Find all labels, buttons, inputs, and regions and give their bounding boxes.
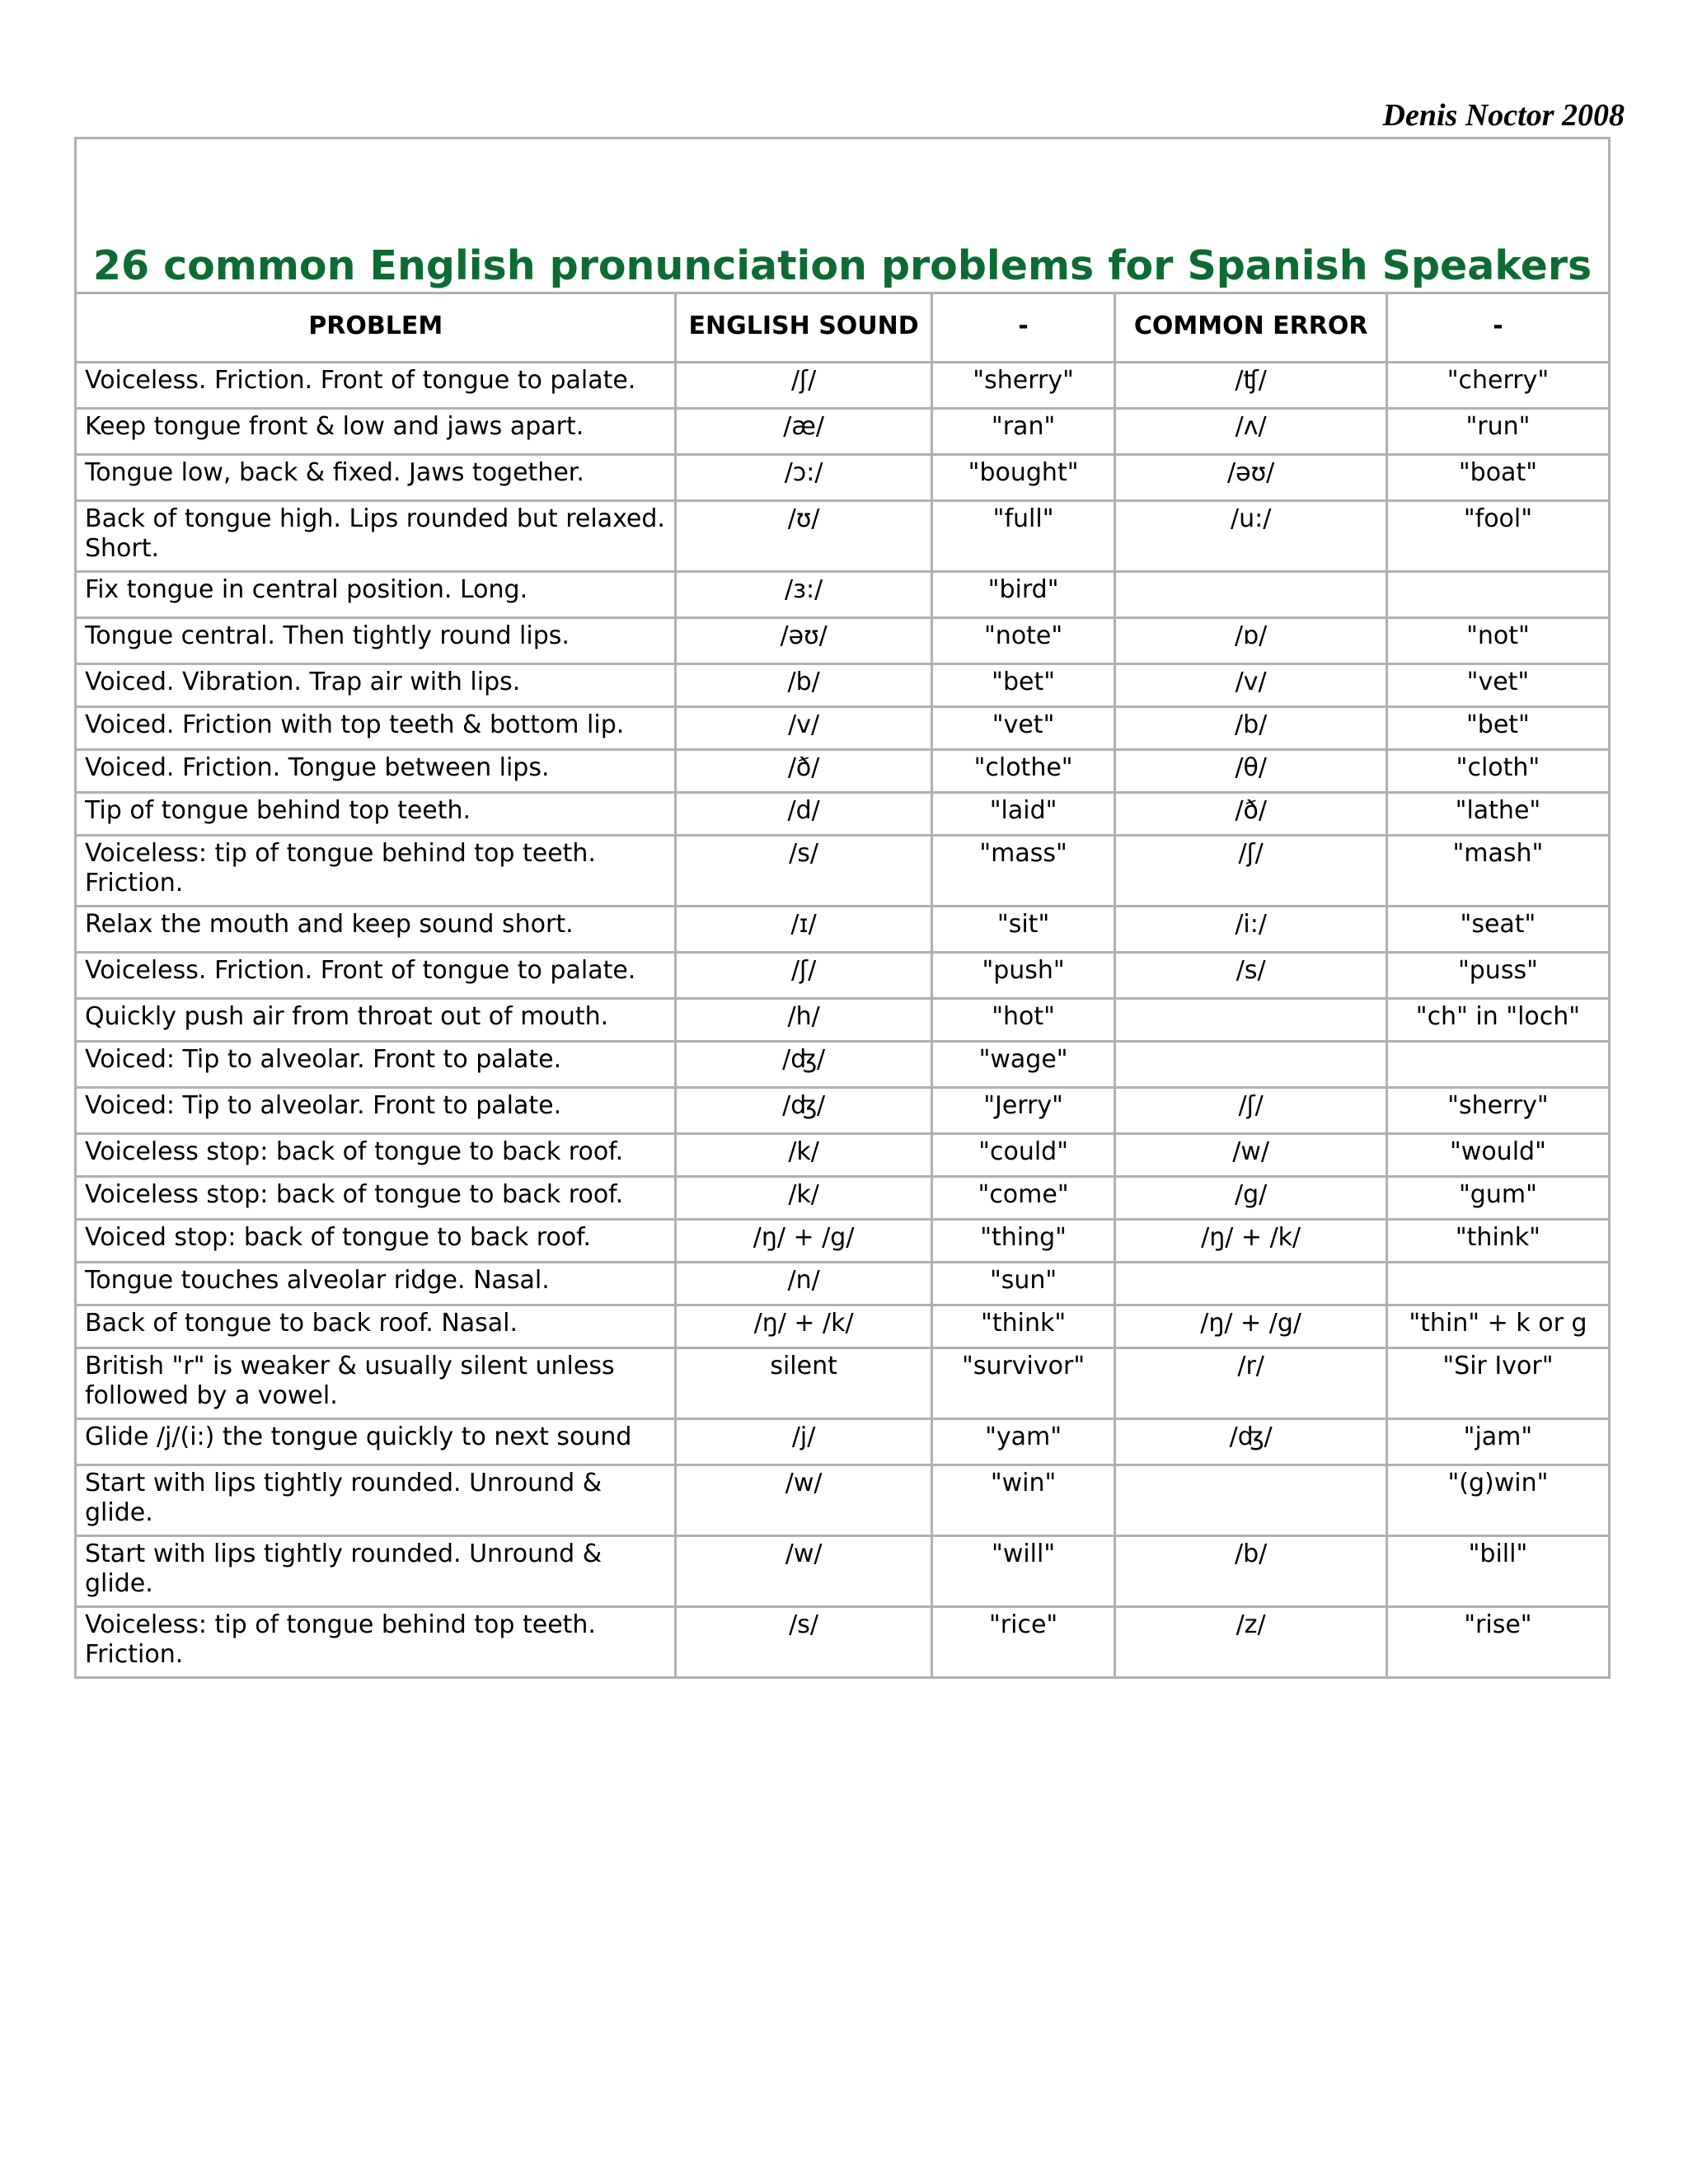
problem-cell: Back of tongue to back roof. Nasal. <box>76 1305 676 1348</box>
problem-cell: Voiceless. Friction. Front of tongue to palate. <box>76 953 676 999</box>
problem-cell: Voiced. Friction with top teeth & bottom lip. <box>76 707 676 750</box>
table-row <box>76 455 1610 501</box>
example-word-cell: "wage" <box>931 1042 1115 1088</box>
example-word-cell: "mass" <box>931 836 1115 907</box>
problem-cell: Start with lips tightly rounded. Unround & glide. <box>76 1536 676 1607</box>
common-error-cell: /s/ <box>1115 953 1386 999</box>
problem-cell: Keep tongue front & low and jaws apart. <box>76 409 676 455</box>
example-word-cell: "ran" <box>931 409 1115 455</box>
table-row <box>76 707 1610 750</box>
english-sound-cell: /ŋ/ + /k/ <box>676 1305 931 1348</box>
error-word-cell: "(g)win" <box>1386 1465 1609 1536</box>
error-word-cell: "thin" + k or g <box>1386 1305 1609 1348</box>
common-error-cell: /ʃ/ <box>1115 836 1386 907</box>
problem-cell: Voiceless: tip of tongue behind top teeth. Friction. <box>76 836 676 907</box>
table-row <box>76 1088 1610 1134</box>
error-word-cell <box>1386 1042 1609 1088</box>
example-word-cell: "rice" <box>931 1607 1115 1678</box>
problem-cell: Back of tongue high. Lips rounded but relaxed. Short. <box>76 501 676 572</box>
common-error-cell: /w/ <box>1115 1134 1386 1177</box>
example-word-cell: "could" <box>931 1134 1115 1177</box>
error-word-cell: "not" <box>1386 618 1609 664</box>
common-error-cell: /ŋ/ + /g/ <box>1115 1305 1386 1348</box>
error-word-cell <box>1386 1263 1609 1305</box>
example-word-cell: "thing" <box>931 1220 1115 1263</box>
error-word-cell: "fool" <box>1386 501 1609 572</box>
error-word-cell: "cloth" <box>1386 750 1609 793</box>
problem-cell: Voiced stop: back of tongue to back roof. <box>76 1220 676 1263</box>
table-row <box>76 1263 1610 1305</box>
common-error-cell <box>1115 1042 1386 1088</box>
header-common-error: COMMON ERROR <box>1115 293 1386 363</box>
problem-cell: Tongue central. Then tightly round lips. <box>76 618 676 664</box>
example-word-cell: "yam" <box>931 1419 1115 1465</box>
table-header-row <box>76 293 1610 363</box>
english-sound-cell: /j/ <box>676 1419 931 1465</box>
error-word-cell: "bet" <box>1386 707 1609 750</box>
table-body <box>76 363 1610 1678</box>
header-dash: - <box>931 293 1115 363</box>
problem-cell: British "r" is weaker & usually silent unless followed by a vowel. <box>76 1348 676 1419</box>
example-word-cell: "sun" <box>931 1263 1115 1305</box>
problem-cell: Voiced. Friction. Tongue between lips. <box>76 750 676 793</box>
problem-cell: Voiced: Tip to alveolar. Front to palate. <box>76 1088 676 1134</box>
english-sound-cell: /ʤ/ <box>676 1088 931 1134</box>
english-sound-cell: /ɔ:/ <box>676 455 931 501</box>
english-sound-cell: /w/ <box>676 1465 931 1536</box>
error-word-cell: "run" <box>1386 409 1609 455</box>
common-error-cell: /r/ <box>1115 1348 1386 1419</box>
english-sound-cell: /ʃ/ <box>676 953 931 999</box>
problem-cell: Voiced. Vibration. Trap air with lips. <box>76 664 676 707</box>
header-dash: - <box>1386 293 1609 363</box>
example-word-cell: "full" <box>931 501 1115 572</box>
error-word-cell: "jam" <box>1386 1419 1609 1465</box>
example-word-cell: "Jerry" <box>931 1088 1115 1134</box>
english-sound-cell: /v/ <box>676 707 931 750</box>
table-row <box>76 750 1610 793</box>
problem-cell: Start with lips tightly rounded. Unround & glide. <box>76 1465 676 1536</box>
common-error-cell: /u:/ <box>1115 501 1386 572</box>
error-word-cell: "mash" <box>1386 836 1609 907</box>
english-sound-cell: /k/ <box>676 1177 931 1220</box>
common-error-cell: /ʧ/ <box>1115 363 1386 409</box>
english-sound-cell: /k/ <box>676 1134 931 1177</box>
header-english-sound: ENGLISH SOUND <box>676 293 931 363</box>
example-word-cell: "survivor" <box>931 1348 1115 1419</box>
error-word-cell: "ch" in "loch" <box>1386 999 1609 1042</box>
table-row <box>76 1536 1610 1607</box>
example-word-cell: "laid" <box>931 793 1115 836</box>
common-error-cell: /ʌ/ <box>1115 409 1386 455</box>
problem-cell: Voiceless stop: back of tongue to back roof. <box>76 1177 676 1220</box>
common-error-cell: /θ/ <box>1115 750 1386 793</box>
common-error-cell <box>1115 1465 1386 1536</box>
error-word-cell: "puss" <box>1386 953 1609 999</box>
error-word-cell: "bill" <box>1386 1536 1609 1607</box>
problem-cell: Tongue low, back & fixed. Jaws together. <box>76 455 676 501</box>
table-row <box>76 836 1610 907</box>
example-word-cell: "bet" <box>931 664 1115 707</box>
error-word-cell: "lathe" <box>1386 793 1609 836</box>
english-sound-cell: /n/ <box>676 1263 931 1305</box>
error-word-cell: "seat" <box>1386 907 1609 953</box>
common-error-cell: /ɒ/ <box>1115 618 1386 664</box>
table-row <box>76 363 1610 409</box>
common-error-cell <box>1115 572 1386 618</box>
error-word-cell: "sherry" <box>1386 1088 1609 1134</box>
author-credit: Denis Noctor 2008 <box>1382 98 1625 133</box>
error-word-cell: "think" <box>1386 1220 1609 1263</box>
pronunciation-table <box>74 137 1611 1679</box>
example-word-cell: "come" <box>931 1177 1115 1220</box>
english-sound-cell: /ð/ <box>676 750 931 793</box>
english-sound-cell: /b/ <box>676 664 931 707</box>
table-row <box>76 1419 1610 1465</box>
table-row <box>76 1177 1610 1220</box>
english-sound-cell: /ŋ/ + /g/ <box>676 1220 931 1263</box>
example-word-cell: "think" <box>931 1305 1115 1348</box>
header-problem: PROBLEM <box>76 293 676 363</box>
problem-cell: Fix tongue in central position. Long. <box>76 572 676 618</box>
table-row <box>76 618 1610 664</box>
table-row <box>76 1305 1610 1348</box>
page-title: 26 common English pronunciation problems for Spanish Speakers <box>76 138 1610 293</box>
table-row <box>76 907 1610 953</box>
table-row <box>76 409 1610 455</box>
problem-cell: Voiceless stop: back of tongue to back roof. <box>76 1134 676 1177</box>
error-word-cell: "Sir Ivor" <box>1386 1348 1609 1419</box>
english-sound-cell: /w/ <box>676 1536 931 1607</box>
error-word-cell <box>1386 572 1609 618</box>
error-word-cell: "would" <box>1386 1134 1609 1177</box>
error-word-cell: "cherry" <box>1386 363 1609 409</box>
common-error-cell: /ð/ <box>1115 793 1386 836</box>
table-row <box>76 1134 1610 1177</box>
example-word-cell: "bought" <box>931 455 1115 501</box>
english-sound-cell: /ʤ/ <box>676 1042 931 1088</box>
example-word-cell: "push" <box>931 953 1115 999</box>
example-word-cell: "will" <box>931 1536 1115 1607</box>
example-word-cell: "win" <box>931 1465 1115 1536</box>
example-word-cell: "hot" <box>931 999 1115 1042</box>
table-row <box>76 1607 1610 1678</box>
table-row <box>76 793 1610 836</box>
english-sound-cell: /s/ <box>676 1607 931 1678</box>
common-error-cell: /ʃ/ <box>1115 1088 1386 1134</box>
english-sound-cell: /ʃ/ <box>676 363 931 409</box>
problem-cell: Voiced: Tip to alveolar. Front to palate. <box>76 1042 676 1088</box>
table-row <box>76 1220 1610 1263</box>
error-word-cell: "rise" <box>1386 1607 1609 1678</box>
problem-cell: Tongue touches alveolar ridge. Nasal. <box>76 1263 676 1305</box>
example-word-cell: "vet" <box>931 707 1115 750</box>
common-error-cell: /g/ <box>1115 1177 1386 1220</box>
problem-cell: Tip of tongue behind top teeth. <box>76 793 676 836</box>
common-error-cell: /əʊ/ <box>1115 455 1386 501</box>
pronunciation-sheet <box>74 137 1611 1679</box>
problem-cell: Voiceless: tip of tongue behind top teeth. Friction. <box>76 1607 676 1678</box>
problem-cell: Glide /j/(i:) the tongue quickly to next sound <box>76 1419 676 1465</box>
table-row <box>76 572 1610 618</box>
english-sound-cell: /d/ <box>676 793 931 836</box>
common-error-cell: /v/ <box>1115 664 1386 707</box>
example-word-cell: "bird" <box>931 572 1115 618</box>
table-row <box>76 953 1610 999</box>
table-row <box>76 664 1610 707</box>
example-word-cell: "note" <box>931 618 1115 664</box>
problem-cell: Voiceless. Friction. Front of tongue to palate. <box>76 363 676 409</box>
error-word-cell: "boat" <box>1386 455 1609 501</box>
problem-cell: Quickly push air from throat out of mouth. <box>76 999 676 1042</box>
table-row <box>76 1042 1610 1088</box>
english-sound-cell: /h/ <box>676 999 931 1042</box>
error-word-cell: "vet" <box>1386 664 1609 707</box>
example-word-cell: "sherry" <box>931 363 1115 409</box>
english-sound-cell: /s/ <box>676 836 931 907</box>
error-word-cell: "gum" <box>1386 1177 1609 1220</box>
english-sound-cell: /æ/ <box>676 409 931 455</box>
english-sound-cell: /ʊ/ <box>676 501 931 572</box>
common-error-cell <box>1115 999 1386 1042</box>
english-sound-cell: silent <box>676 1348 931 1419</box>
english-sound-cell: /ɪ/ <box>676 907 931 953</box>
table-row <box>76 501 1610 572</box>
table-row <box>76 1348 1610 1419</box>
common-error-cell: /b/ <box>1115 1536 1386 1607</box>
common-error-cell: /i:/ <box>1115 907 1386 953</box>
english-sound-cell: /ɜ:/ <box>676 572 931 618</box>
problem-cell: Relax the mouth and keep sound short. <box>76 907 676 953</box>
table-row <box>76 1465 1610 1536</box>
table-row <box>76 999 1610 1042</box>
example-word-cell: "clothe" <box>931 750 1115 793</box>
example-word-cell: "sit" <box>931 907 1115 953</box>
common-error-cell: /ʤ/ <box>1115 1419 1386 1465</box>
english-sound-cell: /əʊ/ <box>676 618 931 664</box>
common-error-cell <box>1115 1263 1386 1305</box>
common-error-cell: /ŋ/ + /k/ <box>1115 1220 1386 1263</box>
common-error-cell: /b/ <box>1115 707 1386 750</box>
common-error-cell: /z/ <box>1115 1607 1386 1678</box>
